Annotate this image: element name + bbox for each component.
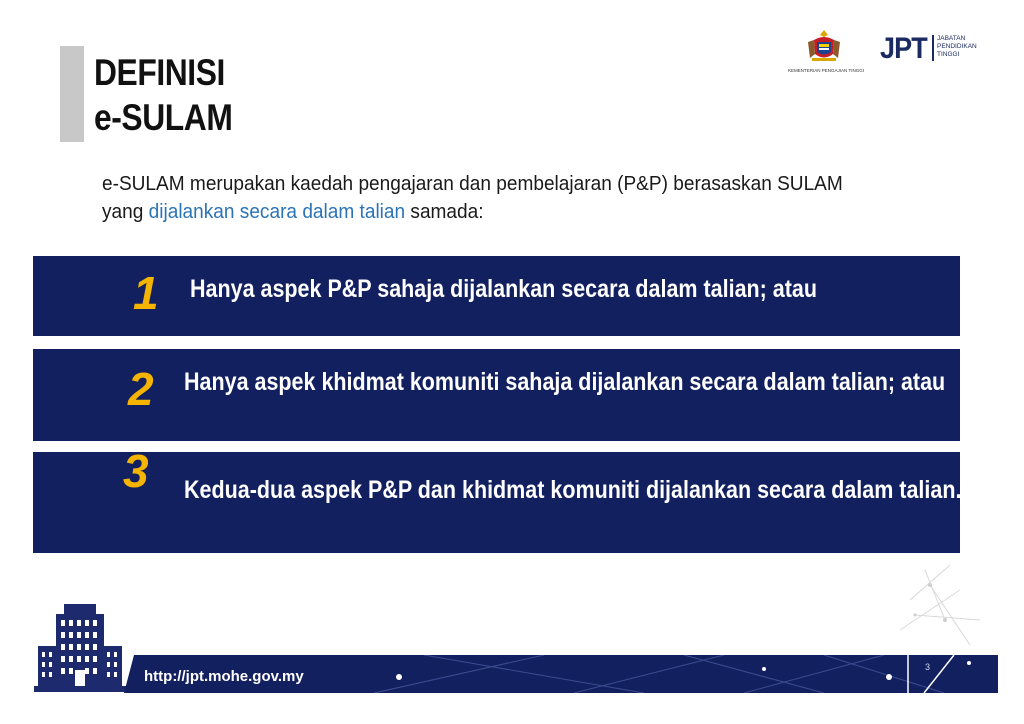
jpt-separator	[932, 35, 934, 61]
item-number: 3	[123, 445, 149, 497]
definition-item-2	[33, 349, 960, 441]
jpt-logo-text: JPT	[880, 32, 927, 65]
building-illustration	[34, 600, 126, 692]
intro-text: e-SULAM merupakan kaedah pengajaran dan pembelajaran (P&P) berasaskan SULAM yang	[102, 172, 843, 223]
title-line-1: DEFINISI	[94, 52, 225, 93]
item-text: Hanya aspek P&P sahaja dijalankan secara dalam talian; atau	[190, 275, 818, 303]
definition-item-3	[33, 445, 962, 553]
title-accent-bar	[60, 46, 84, 142]
page-number: 3	[925, 662, 931, 672]
kpt-caption: KEMENTERIAN PENGAJIAN TINGGI	[788, 68, 864, 73]
item-text: Hanya aspek khidmat komuniti sahaja dijalankan secara dalam talian; atau	[184, 368, 946, 396]
kpt-logo	[776, 28, 876, 80]
title-line-2: e-SULAM	[94, 97, 233, 138]
jpt-subtitle: JABATAN PENDIDIKAN TINGGI	[937, 35, 977, 58]
intro-text-end: samada:	[405, 200, 484, 223]
network-decoration	[890, 560, 1024, 660]
item-text: Kedua-dua aspek P&P dan khidmat komuniti dijalankan secara dalam talian.	[184, 476, 962, 504]
intro-highlight: dijalankan secara dalam talian	[148, 200, 406, 223]
definition-item-1	[33, 256, 960, 336]
item-number: 2	[128, 363, 154, 415]
page-title	[94, 50, 232, 140]
website-link[interactable]: http://jpt.mohe.gov.my	[144, 668, 304, 685]
crest-icon	[806, 28, 842, 64]
intro-paragraph	[102, 170, 874, 226]
item-number: 1	[133, 267, 159, 319]
